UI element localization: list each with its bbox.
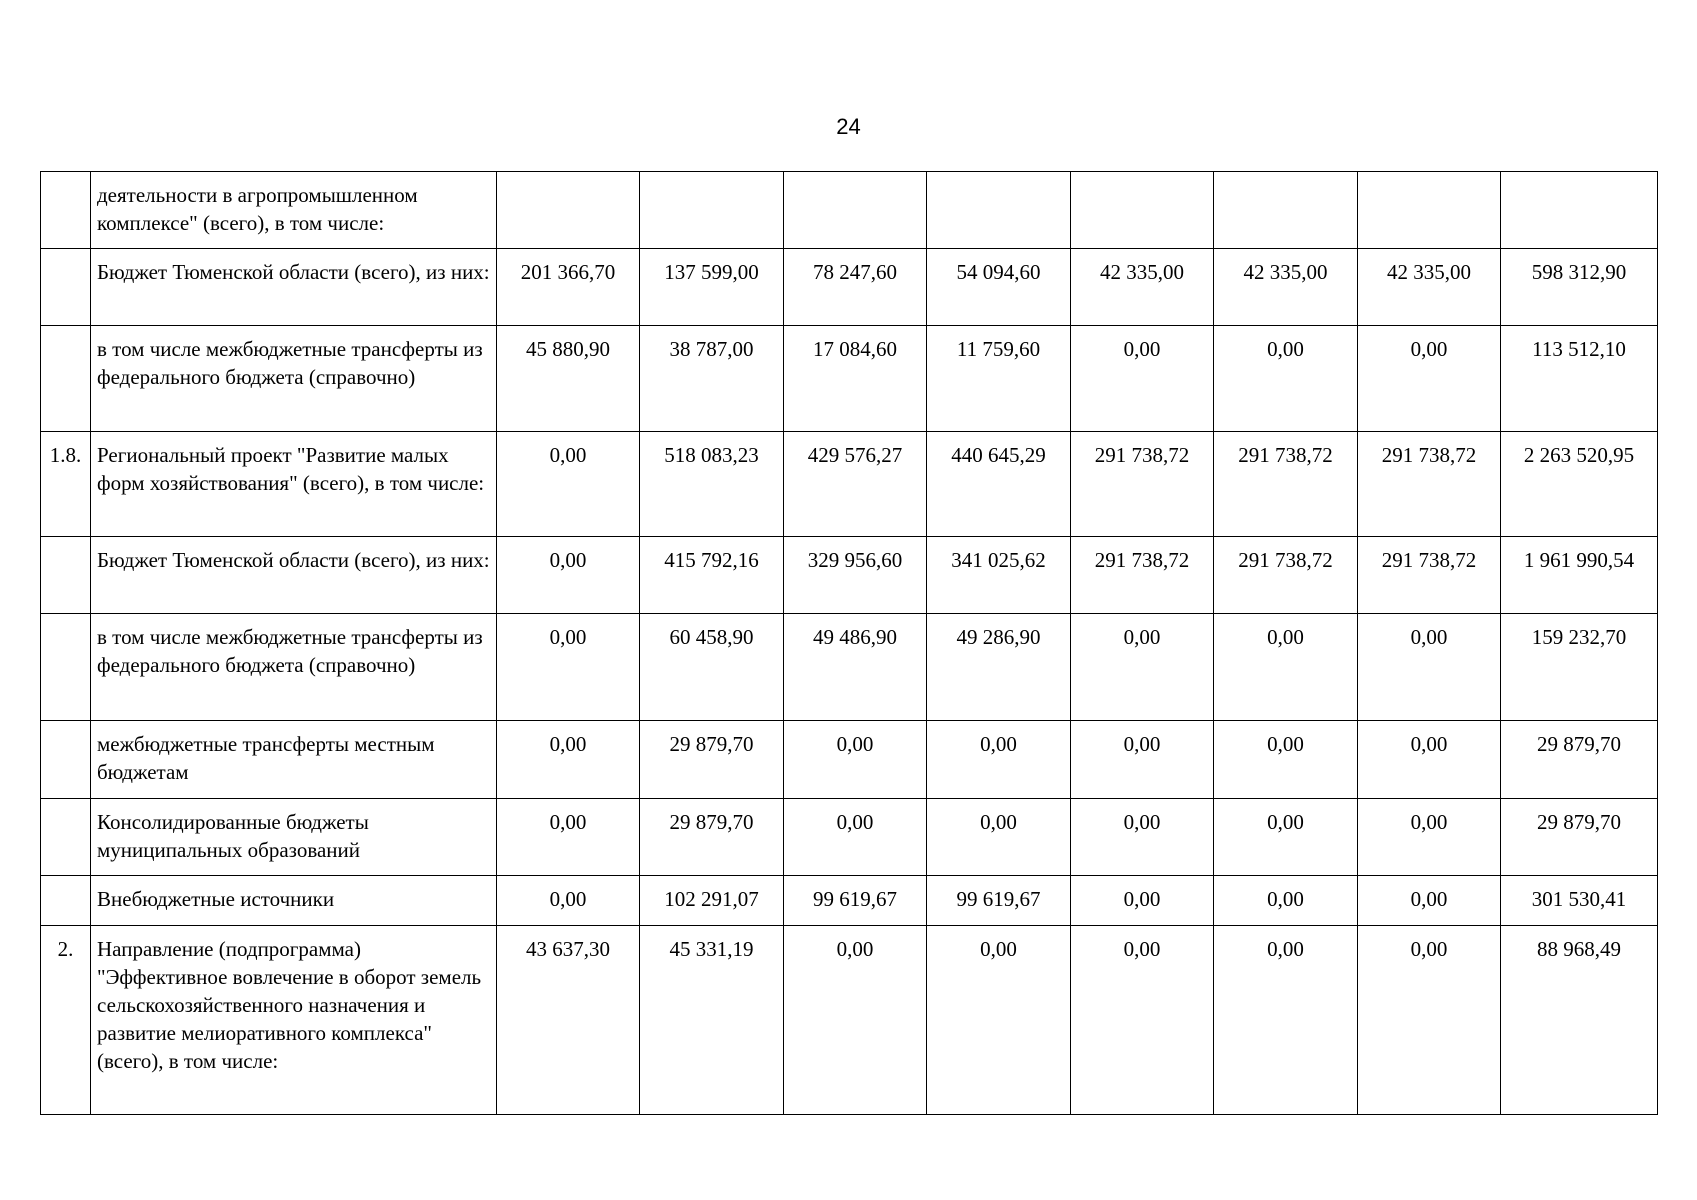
total-value-cell: 159 232,70 <box>1501 614 1658 721</box>
row-number-cell <box>41 537 91 614</box>
year-value-cell: 291 738,72 <box>1358 537 1501 614</box>
year-value-cell: 0,00 <box>1071 721 1214 799</box>
table-row <box>41 172 1658 249</box>
year-value-cell: 0,00 <box>497 799 640 876</box>
year-value-cell: 0,00 <box>497 537 640 614</box>
year-value-cell: 0,00 <box>1214 876 1358 926</box>
budget-table-body <box>41 172 1658 1115</box>
year-value-cell: 291 738,72 <box>1071 537 1214 614</box>
row-description-cell: Внебюджетные источники <box>91 876 497 926</box>
year-value-cell: 341 025,62 <box>927 537 1071 614</box>
table-row <box>41 721 1658 799</box>
year-value-cell: 0,00 <box>1071 876 1214 926</box>
row-description-cell: деятельности в агропромышленном комплексе" (всего), в том числе: <box>91 172 497 249</box>
year-value-cell: 329 956,60 <box>784 537 927 614</box>
year-value-cell: 11 759,60 <box>927 326 1071 432</box>
row-number-cell <box>41 249 91 326</box>
year-value-cell: 0,00 <box>1071 926 1214 1115</box>
table-row <box>41 926 1658 1115</box>
year-value-cell <box>640 172 784 249</box>
year-value-cell: 60 458,90 <box>640 614 784 721</box>
year-value-cell: 0,00 <box>927 799 1071 876</box>
year-value-cell: 415 792,16 <box>640 537 784 614</box>
budget-table <box>40 171 1658 1115</box>
year-value-cell: 0,00 <box>1214 326 1358 432</box>
year-value-cell: 0,00 <box>1358 799 1501 876</box>
year-value-cell: 291 738,72 <box>1214 537 1358 614</box>
year-value-cell <box>927 172 1071 249</box>
year-value-cell: 201 366,70 <box>497 249 640 326</box>
table-row <box>41 876 1658 926</box>
table-row <box>41 326 1658 432</box>
year-value-cell <box>1358 172 1501 249</box>
row-number-cell: 2. <box>41 926 91 1115</box>
page-number: 24 <box>836 114 861 139</box>
year-value-cell: 0,00 <box>1358 926 1501 1115</box>
year-value-cell: 102 291,07 <box>640 876 784 926</box>
total-value-cell: 113 512,10 <box>1501 326 1658 432</box>
total-value-cell: 29 879,70 <box>1501 721 1658 799</box>
total-value-cell: 598 312,90 <box>1501 249 1658 326</box>
year-value-cell: 291 738,72 <box>1358 432 1501 537</box>
year-value-cell: 0,00 <box>927 926 1071 1115</box>
year-value-cell: 0,00 <box>1358 721 1501 799</box>
year-value-cell: 29 879,70 <box>640 799 784 876</box>
year-value-cell: 0,00 <box>784 926 927 1115</box>
table-row <box>41 799 1658 876</box>
row-description-cell: Консолидированные бюджеты муниципальных образований <box>91 799 497 876</box>
year-value-cell: 0,00 <box>1071 799 1214 876</box>
year-value-cell: 42 335,00 <box>1071 249 1214 326</box>
year-value-cell: 0,00 <box>497 432 640 537</box>
total-value-cell: 88 968,49 <box>1501 926 1658 1115</box>
row-number-cell <box>41 172 91 249</box>
row-number-cell <box>41 721 91 799</box>
total-value-cell: 301 530,41 <box>1501 876 1658 926</box>
year-value-cell: 0,00 <box>1358 326 1501 432</box>
table-row <box>41 614 1658 721</box>
year-value-cell: 0,00 <box>1214 799 1358 876</box>
year-value-cell: 45 880,90 <box>497 326 640 432</box>
year-value-cell: 0,00 <box>1214 721 1358 799</box>
year-value-cell: 0,00 <box>497 721 640 799</box>
year-value-cell: 54 094,60 <box>927 249 1071 326</box>
year-value-cell: 17 084,60 <box>784 326 927 432</box>
total-value-cell: 29 879,70 <box>1501 799 1658 876</box>
row-number-cell <box>41 876 91 926</box>
year-value-cell: 42 335,00 <box>1358 249 1501 326</box>
row-number-cell <box>41 326 91 432</box>
year-value-cell: 0,00 <box>1358 614 1501 721</box>
total-value-cell: 1 961 990,54 <box>1501 537 1658 614</box>
row-number-cell <box>41 614 91 721</box>
year-value-cell: 518 083,23 <box>640 432 784 537</box>
year-value-cell: 0,00 <box>784 721 927 799</box>
row-description-cell: в том числе межбюджетные трансферты из федерального бюджета (справочно) <box>91 326 497 432</box>
row-description-cell: Региональный проект "Развитие малых форм хозяйствования" (всего), в том числе: <box>91 432 497 537</box>
total-value-cell <box>1501 172 1658 249</box>
row-description-cell: в том числе межбюджетные трансферты из федерального бюджета (справочно) <box>91 614 497 721</box>
year-value-cell: 99 619,67 <box>927 876 1071 926</box>
year-value-cell: 49 486,90 <box>784 614 927 721</box>
year-value-cell: 0,00 <box>1214 926 1358 1115</box>
year-value-cell: 0,00 <box>1358 876 1501 926</box>
year-value-cell: 38 787,00 <box>640 326 784 432</box>
year-value-cell: 0,00 <box>497 614 640 721</box>
year-value-cell: 291 738,72 <box>1214 432 1358 537</box>
year-value-cell: 0,00 <box>1071 614 1214 721</box>
year-value-cell: 42 335,00 <box>1214 249 1358 326</box>
year-value-cell: 291 738,72 <box>1071 432 1214 537</box>
year-value-cell: 440 645,29 <box>927 432 1071 537</box>
year-value-cell <box>784 172 927 249</box>
row-description-cell: межбюджетные трансферты местным бюджетам <box>91 721 497 799</box>
table-row <box>41 432 1658 537</box>
year-value-cell: 137 599,00 <box>640 249 784 326</box>
year-value-cell: 43 637,30 <box>497 926 640 1115</box>
row-description-cell: Бюджет Тюменской области (всего), из них: <box>91 249 497 326</box>
year-value-cell <box>1071 172 1214 249</box>
row-description-cell: Направление (подпрограмма) "Эффективное вовлечение в оборот земель сельскохозяйственного назначения и развитие мелиоративного комплекса" (всего), в том числе: <box>91 926 497 1115</box>
year-value-cell <box>1214 172 1358 249</box>
year-value-cell: 49 286,90 <box>927 614 1071 721</box>
total-value-cell: 2 263 520,95 <box>1501 432 1658 537</box>
year-value-cell: 45 331,19 <box>640 926 784 1115</box>
year-value-cell: 29 879,70 <box>640 721 784 799</box>
row-description-cell: Бюджет Тюменской области (всего), из них: <box>91 537 497 614</box>
row-number-cell <box>41 799 91 876</box>
row-number-cell: 1.8. <box>41 432 91 537</box>
table-row <box>41 537 1658 614</box>
year-value-cell: 0,00 <box>784 799 927 876</box>
table-row <box>41 249 1658 326</box>
year-value-cell <box>497 172 640 249</box>
year-value-cell: 78 247,60 <box>784 249 927 326</box>
year-value-cell: 0,00 <box>927 721 1071 799</box>
year-value-cell: 0,00 <box>497 876 640 926</box>
year-value-cell: 0,00 <box>1071 326 1214 432</box>
year-value-cell: 0,00 <box>1214 614 1358 721</box>
year-value-cell: 429 576,27 <box>784 432 927 537</box>
year-value-cell: 99 619,67 <box>784 876 927 926</box>
